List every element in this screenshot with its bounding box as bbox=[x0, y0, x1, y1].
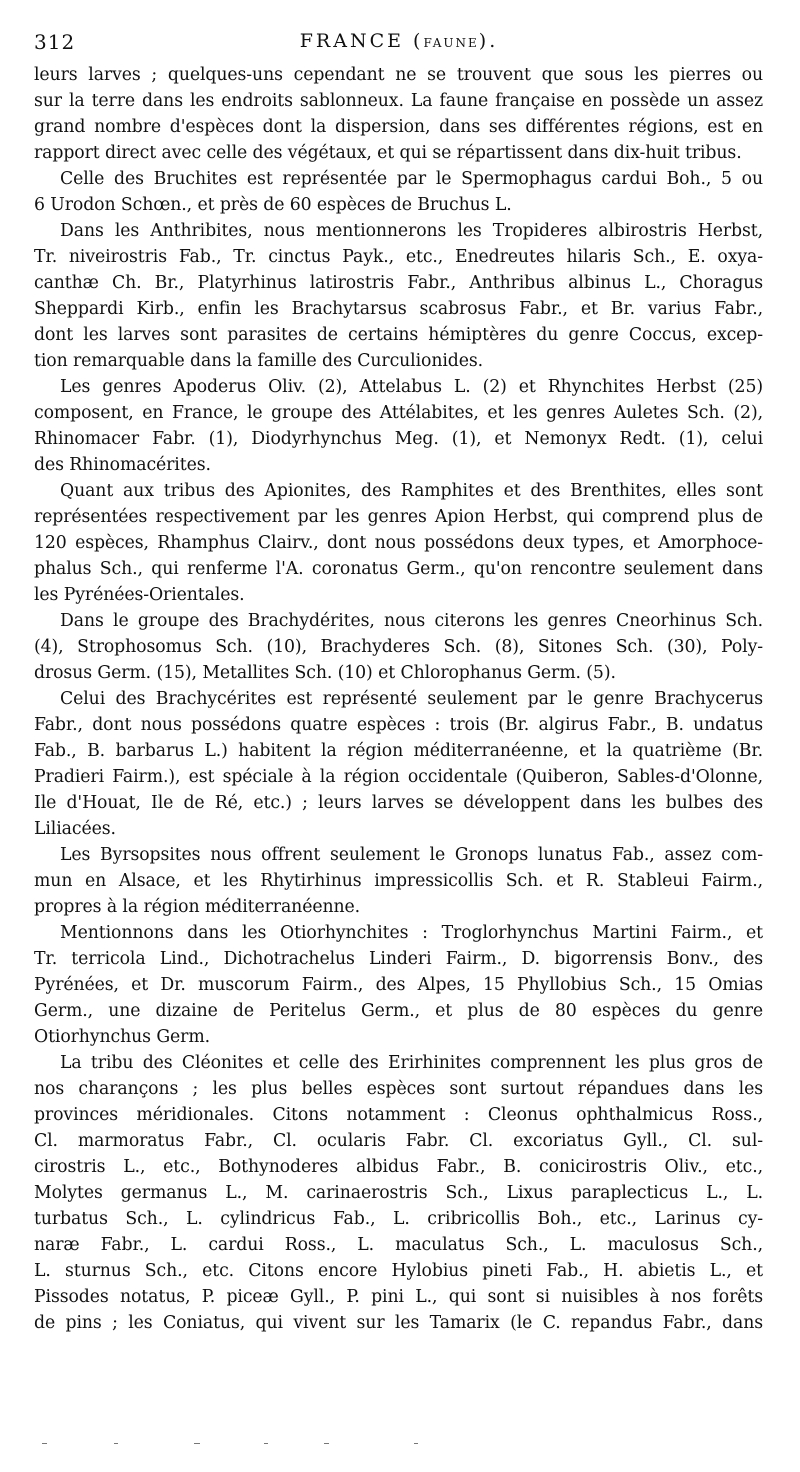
paragraph-brachyderites bbox=[34, 608, 763, 686]
text-line: 6 Urodon Schœn., et près de 60 espèces de Bruchus L. bbox=[34, 195, 512, 215]
text-line: de pins ; les Coniatus, qui vivent sur les Tamarix (le C. repandus Fabr., dans bbox=[34, 1313, 763, 1333]
text-line: dont les larves sont parasites de certains hémiptères du genre Coccus, excep- bbox=[34, 325, 763, 345]
text-line: Celle des Bruchites est représentée par le Spermophagus cardui Boh., 5 ou bbox=[60, 169, 763, 189]
paragraph-otiorhynchites bbox=[34, 920, 763, 1050]
text-line: Pradieri Fairm.), est spéciale à la région occidentale (Quiberon, Sables-d'Olonne, bbox=[34, 767, 763, 787]
text-line: Ile d'Houat, Ile de Ré, etc.) ; leurs larves se développent dans les bulbes des bbox=[34, 793, 763, 813]
text-line: Fabr., dont nous possédons quatre espèces : trois (Br. algirus Fabr., B. undatus bbox=[34, 715, 763, 735]
text-line: Tr. terricola Lind., Dichotrachelus Linderi Fairm., D. bigorrensis Bonv., des bbox=[34, 949, 763, 969]
running-head-subtitle: FAUNE bbox=[423, 36, 479, 50]
paragraph-apionites bbox=[34, 478, 763, 608]
page-number: 312 bbox=[34, 30, 76, 54]
text-line: Les Byrsopsites nous offrent seulement le Gronops lunatus Fab., assez com- bbox=[60, 845, 763, 865]
text-line: canthæ Ch. Br., Platyrhinus latirostris Fabr., Anthribus albinus L., Choragus bbox=[34, 273, 763, 293]
text-line: nos charançons ; les plus belles espèces sont surtout répandues dans les bbox=[34, 1079, 763, 1099]
text-line: Sheppardi Kirb., enfin les Brachytarsus scabrosus Fabr., et Br. varius Fabr., bbox=[34, 299, 763, 319]
text-line: composent, en France, le groupe des Attélabites, et les genres Auletes Sch. (2), bbox=[34, 403, 763, 423]
text-line: drosus Germ. (15), Metallites Sch. (10) et Chlorophanus Germ. (5). bbox=[34, 663, 616, 683]
text-line: Molytes germanus L., M. carinaerostris Sch., Lixus paraplecticus L., L. bbox=[34, 1183, 763, 1203]
running-head-title: FRANCE bbox=[299, 30, 404, 52]
text-line: Quant aux tribus des Apionites, des Ramphites et des Brenthites, elles sont bbox=[60, 481, 763, 501]
scan-mark bbox=[194, 1443, 200, 1444]
text-line: Rhinomacer Fabr. (1), Diodyrhynchus Meg. (1), et Nemonyx Redt. (1), celui bbox=[34, 429, 763, 449]
text-line: rapport direct avec celle des végétaux, et qui se répartissent dans dix-huit tribus. bbox=[34, 143, 742, 163]
text-line: grand nombre d'espèces dont la dispersion, dans ses différentes régions, est en bbox=[34, 117, 763, 137]
text-line: phalus Sch., qui renferme l'A. coronatus Germ., qu'on rencontre seulement dans bbox=[34, 559, 763, 579]
text-line: Pyrénées, et Dr. muscorum Fairm., des Alpes, 15 Phyllobius Sch., 15 Omias bbox=[34, 975, 763, 995]
paragraph-anthribites bbox=[34, 218, 763, 374]
paragraph-cleonites bbox=[34, 1050, 763, 1336]
text-line: sur la terre dans les endroits sablonneux. La faune française en possède un assez bbox=[34, 91, 763, 111]
text-line: les Pyrénées-Orientales. bbox=[34, 585, 245, 605]
text-line: L. sturnus Sch., etc. Citons encore Hylobius pineti Fab., H. abietis L., et bbox=[34, 1261, 763, 1281]
paragraph-byrsopsites bbox=[34, 842, 763, 920]
text-line: mun en Alsace, et les Rhytirhinus impressicollis Sch. et R. Stableui Fairm., bbox=[34, 871, 763, 891]
text-line: des Rhinomacérites. bbox=[34, 455, 211, 475]
scan-mark bbox=[264, 1443, 268, 1444]
text-line: 120 espèces, Rhamphus Clairv., dont nous possédons deux types, et Amorphoce- bbox=[34, 533, 763, 553]
text-line: Les genres Apoderus Oliv. (2), Attelabus L. (2) et Rhynchites Herbst (25) bbox=[60, 377, 763, 397]
scan-mark bbox=[414, 1443, 418, 1444]
page-header bbox=[34, 30, 764, 58]
text-line: représentées respectivement par les genres Apion Herbst, qui comprend plus de bbox=[34, 507, 763, 527]
text-line: (4), Strophosomus Sch. (10), Brachyderes Sch. (8), Sitones Sch. (30), Poly- bbox=[34, 637, 763, 657]
running-head bbox=[34, 30, 764, 52]
text-line: turbatus Sch., L. cylindricus Fab., L. cribricollis Boh., etc., Larinus cy- bbox=[34, 1209, 763, 1229]
scan-artifact-marks bbox=[34, 1438, 764, 1450]
text-line: Tr. niveirostris Fab., Tr. cinctus Payk., etc., Enedreutes hilaris Sch., E. oxya- bbox=[34, 247, 763, 267]
text-line: tion remarquable dans la famille des Curculionides. bbox=[34, 351, 484, 371]
text-line: Mentionnons dans les Otiorhynchites : Troglorhynchus Martini Fairm., et bbox=[60, 923, 763, 943]
paragraph-attelabites bbox=[34, 374, 763, 478]
text-line: Dans les Anthribites, nous mentionnerons les Tropideres albirostris Herbst, bbox=[60, 221, 763, 241]
text-line: Liliacées. bbox=[34, 819, 116, 839]
text-line: Cl. marmoratus Fabr., Cl. ocularis Fabr. Cl. excoriatus Gyll., Cl. sul- bbox=[34, 1131, 763, 1151]
text-line: Celui des Brachycérites est représenté seulement par le genre Brachycerus bbox=[60, 689, 763, 709]
scan-mark bbox=[324, 1443, 329, 1444]
paragraph-intro bbox=[34, 62, 763, 166]
text-line: Germ., une dizaine de Peritelus Germ., et plus de 80 espèces du genre bbox=[34, 1001, 763, 1021]
text-line: provinces méridionales. Citons notamment : Cleonus ophthalmicus Ross., bbox=[34, 1105, 763, 1125]
paragraph-brachycerites bbox=[34, 686, 763, 842]
body-text bbox=[34, 62, 763, 1336]
paragraph-bruchites bbox=[34, 166, 763, 218]
text-line: Fab., B. barbarus L.) habitent la région méditerranéenne, et la quatrième (Br. bbox=[34, 741, 763, 761]
text-line: naræ Fabr., L. cardui Ross., L. maculatus Sch., L. maculosus Sch., bbox=[34, 1235, 763, 1255]
text-line: leurs larves ; quelques-uns cependant ne se trouvent que sous les pierres ou bbox=[34, 65, 763, 85]
text-line: Pissodes notatus, P. piceæ Gyll., P. pini L., qui sont si nuisibles à nos forêts bbox=[34, 1287, 763, 1307]
running-head-paren-close: ). bbox=[478, 30, 499, 52]
text-line: Dans le groupe des Brachydérites, nous citerons les genres Cneorhinus Sch. bbox=[60, 611, 763, 631]
scan-mark bbox=[42, 1443, 47, 1444]
text-line: cirostris L., etc., Bothynoderes albidus Fabr., B. conicirostris Oliv., etc., bbox=[34, 1157, 763, 1177]
scan-mark bbox=[114, 1443, 118, 1444]
text-line: La tribu des Cléonites et celle des Erirhinites comprennent les plus gros de bbox=[60, 1053, 763, 1073]
text-line: propres à la région méditerranéenne. bbox=[34, 897, 361, 917]
text-line: Otiorhynchus Germ. bbox=[34, 1027, 210, 1047]
running-head-paren-open: ( bbox=[413, 30, 424, 52]
